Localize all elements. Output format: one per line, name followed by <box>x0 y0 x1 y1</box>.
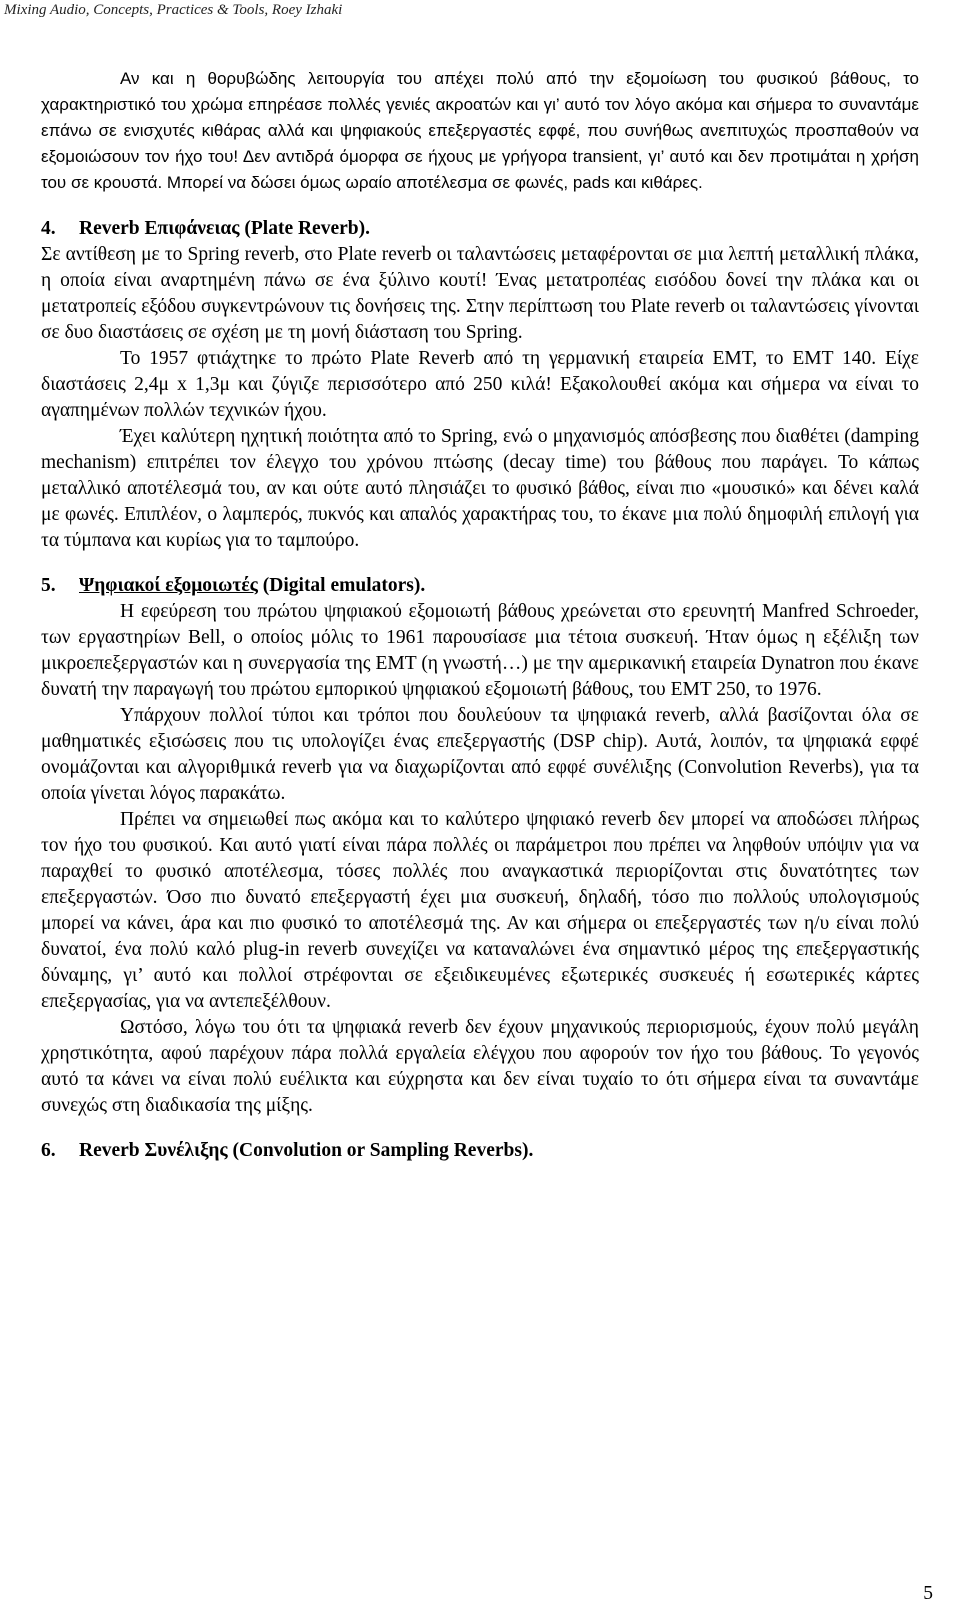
section-4-paragraph-2: Το 1957 φτιάχτηκε το πρώτο Plate Reverb από τη γερμανική εταιρεία EMT, το EMT 140. Είχε διαστάσεις 2,4μ x 1,3μ και ζύγιζε περισσότερο από 250 κιλά! Εξακολουθεί ακόμα και σήμερα να είναι το αγαπημένων πολλών τεχνικών ήχου. <box>41 348 919 421</box>
section-4-paragraph-1: Σε αντίθεση με το Spring reverb, στο Plate reverb οι ταλαντώσεις μεταφέρονται σε μια λεπτή μεταλλική πλάκα, η οποία είναι αναρτημένη πάνω σε ένα ξύλινο κουτί! Ένας μετατροπέας εισόδου δονεί την πλάκα και οι μετατροπείς εξόδου συγκεντρώνουν τις δονήσεις της. Στην περίπτωση του Plate reverb οι ταλαντώσεις γίνονται σε δυο διαστάσεις σε σχέση με τη μονή διάσταση του Spring. <box>41 244 919 343</box>
spacer <box>41 196 919 216</box>
page-number: 5 <box>923 1583 933 1604</box>
intro-paragraph: Αν και η θορυβώδης λειτουργία του απέχει πολύ από την εξομοίωση του φυσικού βάθους, το χαρακτηριστικό του χρώμα επηρέασε πολλές γενιές ακροατών και γι’ αυτό τον λόγο ακόμα και σήμερα το συναντάμε επάνω σε ενισχυτές κιθάρας αλλά και ψηφιακούς επεξεργαστές εφφέ, που συνήθως ανεπιτυχώς προσπαθούν να εξομοιώσουν τον ήχο του! Δεν αντιδρά όμορφα σε ήχους με γρήγορα transient, γι’ αυτό και δεν προτιμάται η χρήση του σε κρουστά. Μπορεί να δώσει όμως ωραίο αποτέλεσμα σε φωνές, pads και κιθάρες. <box>41 69 919 192</box>
section-6-heading <box>41 1138 919 1164</box>
section-4-heading <box>41 216 919 242</box>
section-6-title: Reverb Συνέλιξης (Convolution or Sampling Reverbs). <box>79 1140 534 1161</box>
section-5-paragraph-1: Η εφεύρεση του πρώτου ψηφιακού εξομοιωτή βάθους χρεώνεται στο ερευνητή Manfred Schroeder, των εργαστηρίων Bell, ο οποίος μόλις το 1961 παρουσίασε μια τέτοια συσκευή. Ήταν όμως η εξέλιξη των μικροεπεξεργαστών και η συνεργασία της EMT (η γνωστή…) με την αμερικανική εταιρεία Dynatron που έκανε δυνατή την παραγωγή του πρώτου εμπορικού ψηφιακού εξομοιωτή βάθους, του EMT 250, το 1976. <box>41 601 919 700</box>
section-5-paragraph-3: Πρέπει να σημειωθεί πως ακόμα και το καλύτερο ψηφιακό reverb δεν μπορεί να αποδώσει πλήρως τον ήχο του φυσικού. Και αυτό γιατί είναι πάρα πολλές οι παράμετροι που πρέπει να ληφθούν υπόψιν για να παραχθεί το φυσικό αποτέλεσμα, τόσες πολλές που αναγκαστικά περιορίζονται στις δυνατότητες των επεξεργαστών. Όσο πιο δυνατό επεξεργαστή έχει μια συσκευή, δηλαδή, τόσο πιο πολλούς υπολογισμούς μπορεί να κάνει, άρα και πιο φυσικό το αποτέλεσμά της. Αν και σήμερα οι επεξεργαστές των η/υ είναι πολύ δυνατοί, ένα πολύ καλό plug-in reverb συνεχίζει να καταναλώνει ένα σημαντικό μέρος της επεξεργαστικής δύναμης, γι’ αυτό και πολλοί στρέφονται σε εξειδικευμένες εξωτερικές συσκευές ή εσωτερικές κάρτες επεξεργασίας, για να αντεπεξέλθουν. <box>41 809 919 1012</box>
running-head: Mixing Audio, Concepts, Practices & Tools, Roey Izhaki <box>4 2 343 18</box>
section-5-heading <box>41 573 919 599</box>
section-6-number: 6. <box>41 1140 56 1161</box>
section-4-title: Reverb Επιφάνειας (Plate Reverb). <box>79 218 370 239</box>
page-content <box>41 66 919 1164</box>
section-4-paragraph-3: Έχει καλύτερη ηχητική ποιότητα από το Spring, ενώ ο μηχανισμός απόσβεσης που διαθέτει (damping mechanism) επιτρέπει τον έλεγχο του χρόνου πτώσης (decay time) του βάθους που παράγει. Το κάπως μεταλλικό αποτέλεσμά του, αν και ούτε αυτό πλησιάζει το φυσικό βάθος, είναι πιο «μουσικό» και δένει καλά με φωνές. Επιπλέον, ο λαμπερός, πυκνός και απαλός χαρακτήρας του, το έκανε μια πολύ δημοφιλή επιλογή για τα τύμπανα και κυρίως για το ταμπούρο. <box>41 426 919 551</box>
section-4-number: 4. <box>41 218 56 239</box>
section-5-paragraph-4: Ωστόσο, λόγω του ότι τα ψηφιακά reverb δεν έχουν μηχανικούς περιορισμούς, έχουν πολύ μεγάλη χρηστικότητα, αφού παρέχουν πάρα πολλά εργαλεία ελέγχου που αφορούν τον ήχο του βάθους. Το γεγονός αυτό τα κάνει να είναι πολύ ευέλικτα και εύχρηστα και δεν είναι τυχαίο το ότι σήμερα είναι τα συναντάμε συνεχώς στη διαδικασία της μίξης. <box>41 1017 919 1116</box>
section-5-title: Ψηφιακοί εξομοιωτές <box>79 575 258 596</box>
spacer <box>41 554 919 573</box>
section-5-paragraph-2: Υπάρχουν πολλοί τύποι και τρόποι που δουλεύουν τα ψηφιακά reverb, αλλά βασίζονται όλα σε μαθηματικές εξισώσεις που τις υπολογίζει ένας επεξεργαστής (DSP chip). Αυτά, λοιπόν, τα ψηφιακά εφφέ ονομάζονται και αλγοριθμικά reverb για να διαχωρίζονται από εφφέ συνέλιξης (Convolution Reverbs), για τα οποία γίνεται λόγος παρακάτω. <box>41 705 919 804</box>
spacer <box>41 1119 919 1138</box>
section-5-title-suffix: (Digital emulators). <box>257 575 426 596</box>
section-5-number: 5. <box>41 575 56 596</box>
